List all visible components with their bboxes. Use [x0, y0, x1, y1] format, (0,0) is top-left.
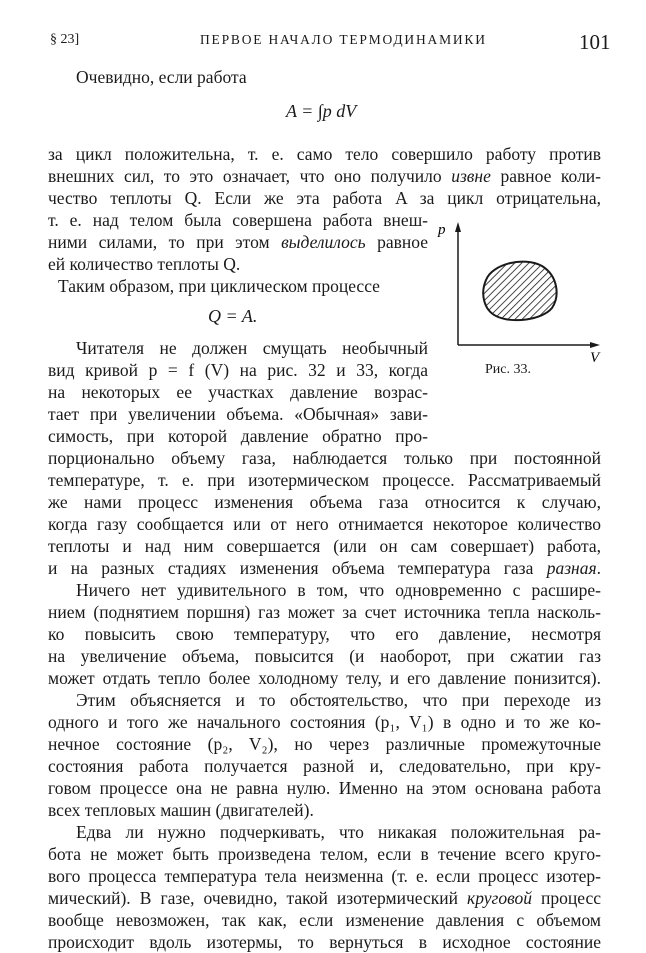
- paragraph-line: происходит вдоль изотермы, то вернуться в исходное состояние: [48, 932, 601, 952]
- paragraph-line: всех тепловых машин (двигателей).: [48, 800, 314, 820]
- paragraph-line: ко повысить свою температуру, что его давление, несмотря: [48, 624, 601, 644]
- p-axis-arrow: [455, 222, 461, 232]
- cycle-region: [483, 262, 556, 321]
- paragraph-line: одного и того же начального состояния (p₁, V₁) в одно и то же ко-: [48, 712, 601, 732]
- p-label: p: [438, 222, 446, 238]
- paragraph-line: и на разных стадиях изменения объема температура газа разная.: [48, 558, 601, 578]
- paragraph-line: Читателя не должен смущать необычный: [76, 338, 428, 358]
- paragraph-line: вид кривой p = f (V) на рис. 32 и 33, когда: [48, 360, 428, 380]
- paragraph-line: тает при увеличении объема. «Обычная» зави-: [48, 404, 428, 424]
- paragraph-line: внешних сил, то это означает, что оно получило извне равное коли-: [48, 166, 601, 186]
- paragraph-line: теплоты и над ним совершается (или он сам совершает) работа,: [48, 536, 601, 556]
- paragraph-line: Очевидно, если работа: [76, 67, 247, 87]
- paragraph-line: за цикл положительна, т. е. само тело совершило работу против: [48, 144, 601, 164]
- formula-work-integral: A = ∫p dV: [286, 101, 357, 121]
- paragraph-line: Едва ли нужно подчеркивать, что никакая положительная ра-: [76, 822, 601, 842]
- paragraph-line: же нами процесс изменения объема газа относится к случаю,: [48, 492, 601, 512]
- paragraph-line: когда газу сообщается или от него отнимается некоторое количество: [48, 514, 601, 534]
- paragraph-line: вообще невозможен, так как, если изменение давления с объемом: [48, 910, 601, 930]
- paragraph-line: Таким образом, при циклическом процессе: [58, 276, 380, 296]
- paragraph-line: ними силами, то при этом выделилось равное: [48, 232, 428, 252]
- paragraph-line: ей количество теплоты Q.: [48, 254, 241, 274]
- paragraph-line: бота не может быть произведена телом, если в течение всего круго-: [48, 844, 601, 864]
- v-axis-arrow: [590, 342, 600, 348]
- paragraph-line: вого процесса температура тела неизменна (т. е. если процесс изотер-: [48, 866, 601, 886]
- paragraph-line: мический). В газе, очевидно, такой изотермический круговой процесс: [48, 888, 602, 908]
- figure-33-pv-diagram: [438, 218, 606, 378]
- paragraph-line: температуре, т. е. при изотермическом процессе. Рассматриваемый: [48, 470, 601, 490]
- v-label: V: [590, 350, 600, 366]
- paragraph-line: может отдать тепло более холодному телу, и его давление понизится).: [48, 668, 601, 688]
- paragraph-line: порционально объему газа, наблюдается только при постоянной: [48, 448, 601, 468]
- page-number: 101: [579, 30, 611, 54]
- section-marker: § 23]: [50, 32, 80, 47]
- paragraph-line: нечное состояние (p₂, V₂), но через различные промежуточные: [48, 734, 601, 754]
- paragraph-line: Этим объясняется и то обстоятельство, что при переходе из: [76, 690, 601, 710]
- running-title: ПЕРВОЕ НАЧАЛО ТЕРМОДИНАМИКИ: [200, 32, 487, 47]
- paragraph-line: симость, при которой давление обратно про-: [48, 426, 428, 446]
- paragraph-line: т. е. над телом была совершена работа внеш-: [48, 210, 428, 230]
- paragraph-line: нием (поднятием поршня) газ может за счет источника тепла насколь-: [48, 602, 601, 622]
- paragraph-line: чество теплоты Q. Если же эта работа A за цикл отрицательна,: [48, 188, 601, 208]
- figure-caption: Рис. 33.: [485, 362, 531, 377]
- paragraph-line: на некоторых ее участках давление возрас-: [48, 382, 428, 402]
- paragraph-line: говом процессе она не равна нулю. Именно на этом основана работа: [48, 778, 601, 798]
- paragraph-line: Ничего нет удивительного в том, что одновременно с расшире-: [76, 580, 601, 600]
- formula-q-equals-a: Q = A.: [208, 306, 258, 326]
- paragraph-line: на увеличение объема, повысится (и наоборот, при сжатии газ: [48, 646, 601, 666]
- paragraph-line: состояния работа получается разной и, следовательно, при кру-: [48, 756, 601, 776]
